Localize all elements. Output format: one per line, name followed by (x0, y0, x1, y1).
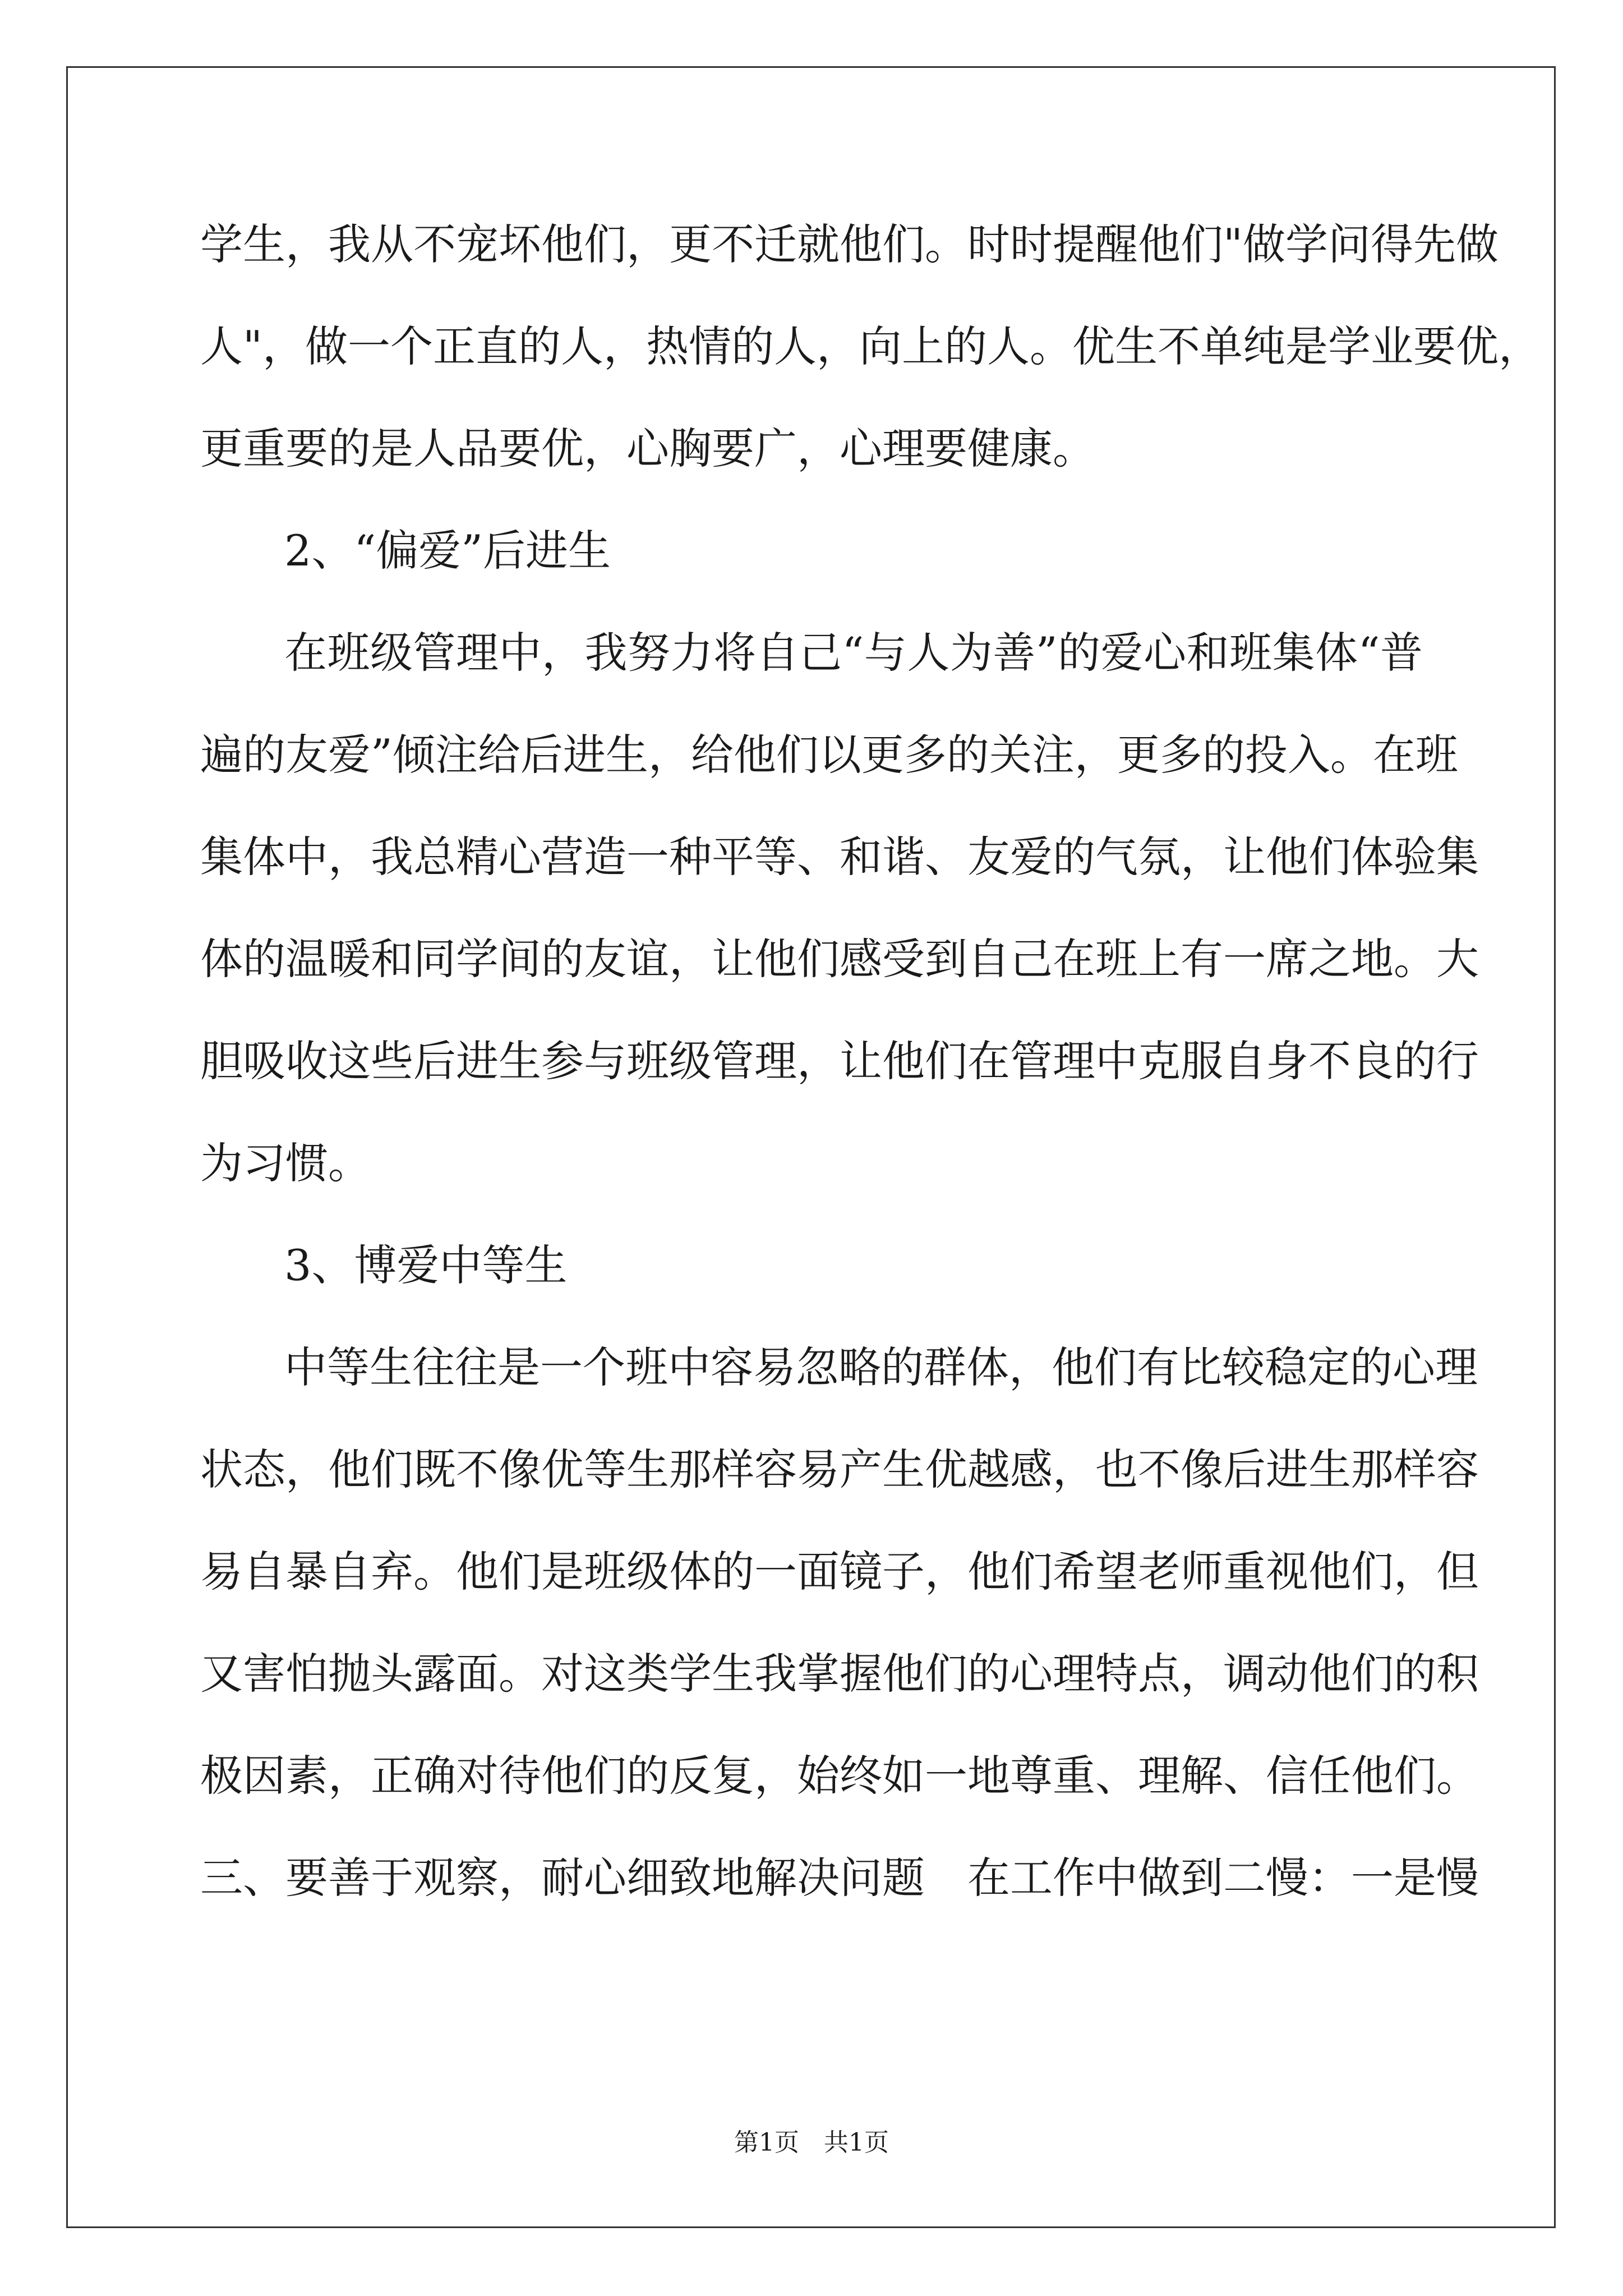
body-line-9: 胆吸收这些后进生参与班级管理，让他们在管理中克服自身不良的行 (200, 1036, 1479, 1086)
body-line-6: 遍的友爱”倾注给后进生，给他们以更多的关注，更多的投入。在班 (200, 730, 1458, 780)
section-heading-2: 2、“偏爱”后进生 (284, 526, 611, 576)
body-line-5: 在班级管理中，我努力将自己“与人为善”的爱心和班集体“普 (284, 628, 1423, 678)
body-line-15: 又害怕抛头露面。对这类学生我掌握他们的心理特点，调动他们的积 (200, 1649, 1479, 1699)
section-heading-3: 3、博爱中等生 (284, 1240, 568, 1290)
body-line-7: 集体中，我总精心营造一种平等、和谐、友爱的气氛，让他们体验集 (200, 832, 1479, 882)
body-line-13: 状态，他们既不像优等生那样容易产生优越感，也不像后进生那样容 (200, 1444, 1479, 1494)
body-line-12: 中等生往往是一个班中容易忽略的群体，他们有比较稳定的心理 (284, 1342, 1478, 1392)
body-line-16: 极因素，正确对待他们的反复，始终如一地尊重、理解、信任他们。 (200, 1751, 1479, 1801)
body-line-3: 更重要的是人品要优，心胸要广，心理要健康。 (200, 424, 1095, 473)
page-footer: 第1页 共1页 (734, 2128, 889, 2157)
body-line-14: 易自暴自弃。他们是班级体的一面镜子，他们希望老师重视他们，但 (200, 1547, 1479, 1596)
body-line-17: 三、要善于观察，耐心细致地解决问题 在工作中做到二慢：一是慢 (200, 1853, 1479, 1903)
body-line-1: 学生，我从不宠坏他们，更不迁就他们。时时提醒他们"做学问得先做 (200, 219, 1498, 269)
body-line-2: 人"，做一个正直的人，热情的人，向上的人。优生不单纯是学业要优， (200, 321, 1541, 371)
body-line-10: 为习惯。 (200, 1138, 371, 1188)
body-line-8: 体的温暖和同学间的友谊，让他们感受到自己在班上有一席之地。大 (200, 934, 1479, 984)
